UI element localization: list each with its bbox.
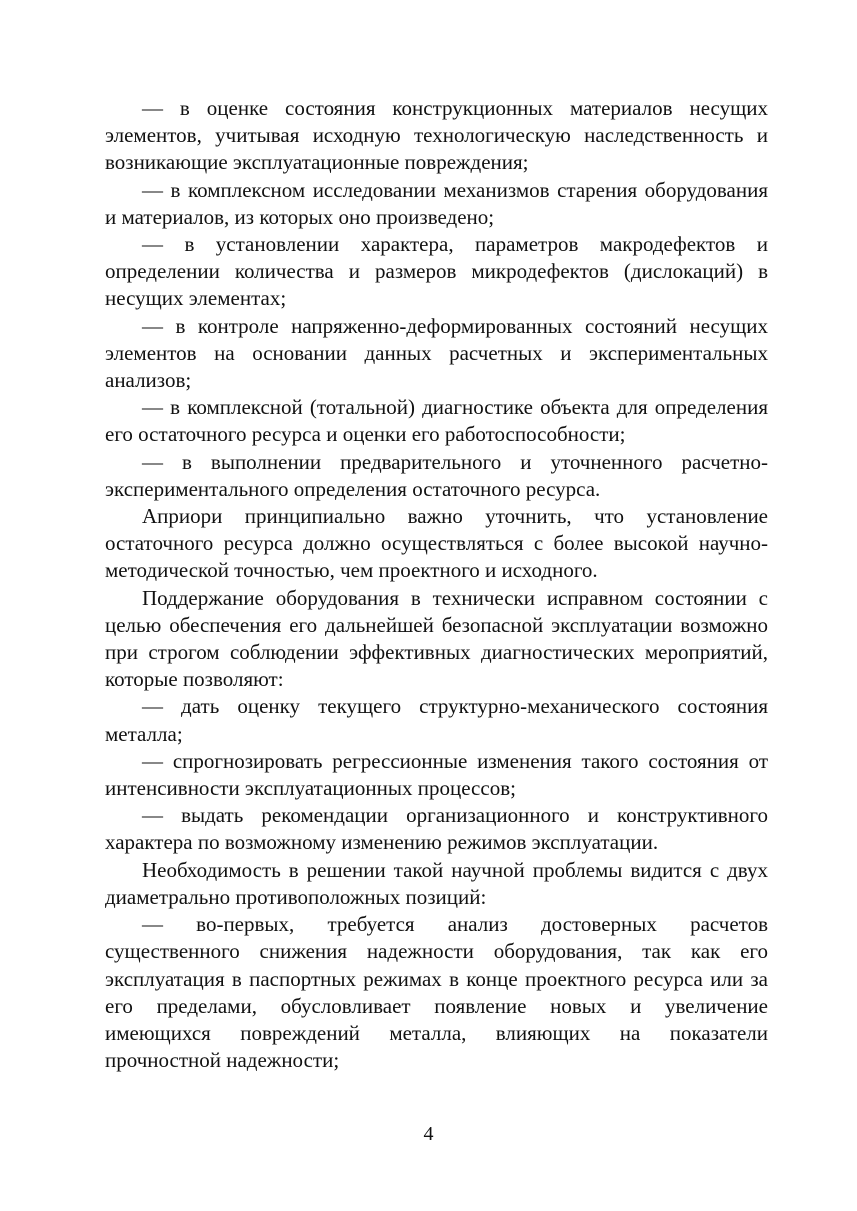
paragraph-11: — выдать рекомендации организационного и конструктивного характера по возможному изменению режимов эксплуатации. xyxy=(105,803,768,855)
paragraph-4: — в контроле напряженно-деформированных состояний несущих элементов на основании данных расчетных и экспериментальных анализов; xyxy=(105,313,768,393)
paragraph-2: — в комплексном исследовании механизмов старения оборудования и материалов, из которых оно произведено; xyxy=(105,177,768,229)
paragraph-5: — в комплексной (тотальной) диагностике объекта для определения его остаточного ресурса и оценки его работоспособности; xyxy=(105,395,768,447)
paragraph-8: Поддержание оборудования в технически исправном состоянии с целью обеспечения его дальнейшей безопасной эксплуатации возможно при строгом соблюдении эффективных диагностических мероприятий, которые позволяют: xyxy=(105,585,768,692)
paragraph-1: — в оценке состояния конструкционных материалов несущих элементов, учитывая исходную технологическую наследственность и возникающие эксплуатационные повреждения; xyxy=(105,96,768,175)
paragraph-3: — в установлении характера, параметров макродефектов и определении количества и размеров микродефектов (дислокаций) в несущих элементах; xyxy=(105,232,768,311)
body-text xyxy=(105,95,768,1074)
paragraph-10: — спрогнозировать регрессионные изменения такого состояния от интенсивности эксплуатационных процессов; xyxy=(105,748,768,801)
paragraph-13: — во-первых, требуется анализ достоверных расчетов существенного снижения надежности оборудования, так как его эксплуатация в паспортных режимах в конце проектного ресурса или за его пределами, обусловливает появление новых и увеличение имеющихся повреждений металла, влияющих на показатели прочностной надежности; xyxy=(105,912,768,1073)
paragraph-6: — в выполнении предварительного и уточненного расчетно-экспериментального определения остаточного ресурса. xyxy=(105,449,768,501)
page-number: 4 xyxy=(423,1123,434,1145)
paragraph-12: Необходимость в решении такой научной проблемы видится с двух диаметрально противоположных позиций: xyxy=(105,857,768,909)
paragraph-7: Априори принципиально важно уточнить, что установление остаточного ресурса должно осуществляться с более высокой научно-методической точностью, чем проектного и исходного. xyxy=(105,504,768,583)
paragraph-9: — дать оценку текущего структурно-механического состояния металла; xyxy=(105,694,768,746)
